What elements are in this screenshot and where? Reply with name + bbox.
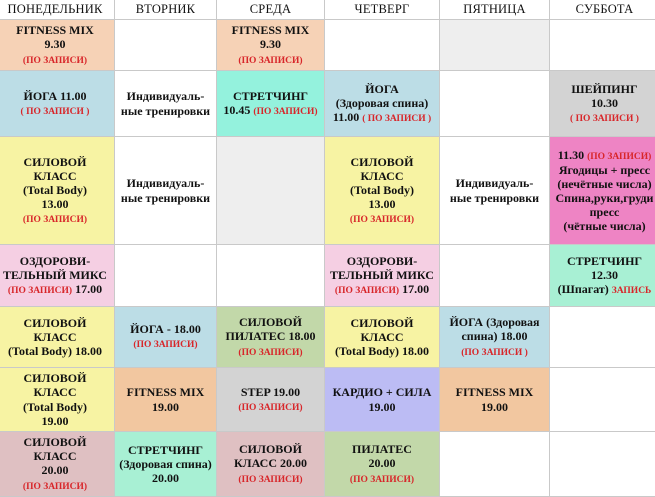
class-text: 19.00 [481,399,508,414]
class-text: КЛАСС [360,329,404,344]
schedule-cell-wednesday-3 [217,137,325,245]
booking-note: (ПО ЗАПИСИ) [238,474,303,485]
schedule-cell-saturday-5 [550,307,655,368]
class-info-line [226,329,316,343]
class-text: КЛАСС [360,168,404,183]
day-header-friday: ПЯТНИЦА [440,0,550,20]
class-info-line [3,268,107,282]
class-info-line [121,104,210,118]
schedule-cell-tuesday-7 [115,432,217,497]
class-info-line [33,449,76,463]
class-info-line [42,197,69,211]
class-text: Индивидуаль- [126,89,205,104]
class-info-line [152,471,179,485]
day-header-monday: ПОНЕДЕЛЬНИК [0,0,115,20]
schedule-cell-friday-6 [440,368,550,432]
class-text: КАРДИО + СИЛА [332,385,432,400]
booking-note: (ПО ЗАПИСИ) [22,215,88,226]
class-text: КЛАСС [33,329,77,344]
class-info-line [238,399,302,414]
class-text: ные тренировки [120,190,211,205]
schedule-cell-thursday-1 [325,20,440,71]
class-text: (Шпагат) [557,282,609,297]
class-info-line [591,96,618,110]
schedule-cell-friday-5 [440,307,550,368]
class-time: 17.00 [402,282,430,297]
class-info-line [24,371,87,385]
class-text: 11.30 [557,147,585,162]
class-text: 13.00 [41,197,69,212]
class-text: FITNESS MIX [455,385,534,400]
class-text: СИЛОВОЙ [350,315,414,330]
schedule-cell-wednesday-7 [217,432,325,497]
class-info-line [350,471,414,486]
class-info-line [590,205,620,219]
class-text: STEP 19.00 [240,384,301,399]
schedule-cell-saturday-1 [550,20,655,71]
day-header-thursday: ЧЕТВЕРГ [325,0,440,20]
schedule-cell-thursday-4 [325,245,440,307]
class-text: 20.00 [41,463,69,478]
schedule-cell-monday-5 [0,307,115,368]
class-info-line [20,254,90,268]
schedule-cell-tuesday-1 [115,20,217,71]
class-info-line [330,268,434,282]
class-info-line [456,385,534,399]
schedule-cell-monday-2 [0,71,115,137]
schedule-cell-monday-6 [0,368,115,432]
class-text: КЛАСС 20.00 [233,456,308,471]
class-info-line [238,52,302,67]
schedule-cell-tuesday-2 [115,71,217,137]
class-text: (Total Body) 18.00 [8,344,102,359]
class-info-line [369,400,396,414]
schedule-cell-saturday-6 [550,368,655,432]
day-header-saturday: СУББОТА [550,0,655,20]
class-info-line [557,177,651,191]
class-info-line [563,219,645,233]
class-text: Спина,руки,груди [555,191,654,206]
class-info-line [352,442,412,456]
class-info-line [127,385,205,399]
booking-note: (ПО ЗАПИСИ) [22,55,88,66]
class-text: ные тренировки [449,190,540,205]
booking-note: (ПО ЗАПИСИ) [22,481,88,492]
class-text: ТЕЛЬНЫЙ МИКС [330,267,434,282]
schedule-cell-saturday-2 [550,71,655,137]
schedule-cell-tuesday-6 [115,368,217,432]
class-info-line [130,322,201,336]
class-info-line [133,336,197,351]
class-info-line [8,282,102,297]
class-text: СИЛОВОЙ [239,442,302,457]
class-info-line [449,315,539,329]
class-info-line [233,89,308,103]
schedule-cell-monday-4 [0,245,115,307]
schedule-cell-wednesday-6 [217,368,325,432]
class-info-line [558,148,652,163]
class-text: 20.00 [368,456,396,471]
class-text: ПИЛАТЕС [352,442,412,457]
class-info-line [33,169,76,183]
class-info-line [570,110,639,125]
class-text: ОЗДОРОВИ- [19,253,91,268]
class-text: FITNESS MIX [126,385,205,400]
schedule-cell-saturday-4 [550,245,655,307]
class-info-line [336,96,429,110]
class-info-line [23,400,87,414]
class-info-line [591,268,618,282]
class-text: (чётные числа) [563,219,646,234]
schedule-cell-monday-3 [0,137,115,245]
schedule-cell-tuesday-4 [115,245,217,307]
class-text: ПИЛАТЕС 18.00 [225,329,316,344]
class-text: FITNESS MIX [231,23,310,38]
class-info-line [571,82,637,96]
class-info-line [16,23,94,37]
class-info-line [351,316,414,330]
class-text: (Total Body) [350,182,414,197]
class-text: FITNESS MIX [16,23,94,38]
class-info-line [369,197,396,211]
booking-note: (ПО ЗАПИСИ) [238,55,303,66]
class-text: 12.30 [591,267,618,282]
class-info-line [260,37,281,51]
class-info-line [24,155,87,169]
class-text: СИЛОВОЙ [23,154,87,169]
class-text: ТЕЛЬНЫЙ МИКС [3,267,107,282]
class-info-line [333,385,432,399]
class-text: (Total Body) 18.00 [335,344,429,359]
schedule-cell-friday-7 [440,432,550,497]
class-info-line [335,282,429,297]
class-info-line [23,478,87,493]
class-text: 10.30 [591,95,618,110]
class-text: ЙОГА - 18.00 [130,322,201,337]
class-text: Индивидуаль- [126,176,205,191]
class-info-line [241,385,300,399]
booking-note: (ПО ЗАПИСИ) [7,286,73,297]
class-info-line [351,155,414,169]
class-text: 13.00 [368,197,396,212]
class-info-line [23,211,87,226]
class-info-line [335,344,429,358]
class-text: 10.45 [223,102,251,117]
class-info-line [333,110,431,125]
class-text: 19.00 [152,399,179,414]
class-text: пресс [589,205,620,220]
class-text: 19.00 [41,413,69,428]
class-text: 9.30 [260,37,281,52]
class-text: (Total Body) [23,182,87,197]
class-info-line [42,414,69,428]
class-text: ные тренировки [120,103,211,118]
class-info-line [559,163,650,177]
class-text: СИЛОВОЙ [23,315,87,330]
class-info-line [127,176,205,190]
class-info-line [350,211,414,226]
class-info-line [461,329,527,343]
class-info-line [33,330,76,344]
class-info-line [24,316,87,330]
class-info-line [128,443,203,457]
booking-note: ( ПО ЗАПИСИ ) [20,106,90,117]
class-time: 17.00 [75,282,103,297]
class-info-line [23,183,87,197]
schedule-cell-monday-1 [0,20,115,71]
class-info-line [127,89,205,103]
class-text: (Total Body) [23,399,87,414]
class-text: ЙОГА [365,81,399,96]
class-info-line [119,457,212,471]
schedule-cell-thursday-2 [325,71,440,137]
class-text: ШЕЙПИНГ [571,81,638,96]
class-info-line [365,82,399,96]
booking-note: (ПО ЗАПИСИ) [238,347,303,358]
class-info-line [360,330,403,344]
class-info-line [24,435,87,449]
class-info-line [223,103,317,118]
class-text: 20.00 [152,471,179,486]
class-info-line [461,344,528,359]
schedule-cell-friday-3 [440,137,550,245]
booking-note: ( ПО ЗАПИСИ ) [362,114,432,125]
class-info-line [558,282,652,297]
schedule-cell-tuesday-5 [115,307,217,368]
class-info-line [239,315,302,329]
class-text: СИЛОВОЙ [23,371,87,386]
schedule-cell-thursday-5 [325,307,440,368]
schedule-cell-thursday-3 [325,137,440,245]
class-info-line [42,463,69,477]
schedule-cell-wednesday-4 [217,245,325,307]
class-info-line [369,456,396,470]
class-text: СИЛОВОЙ [239,315,302,330]
class-text: КЛАСС [33,449,77,464]
class-text: (Здоровая спина) [119,456,212,471]
class-text: КЛАСС [33,385,77,400]
booking-note: ( ПО ЗАПИСИ ) [570,114,639,125]
class-info-line [121,191,210,205]
class-text: 9.30 [44,37,66,52]
schedule-cell-thursday-7 [325,432,440,497]
schedule-cell-saturday-7 [550,432,655,497]
class-info-line [8,344,102,358]
class-info-line [33,385,76,399]
booking-note: (ПО ЗАПИСИ) [133,340,198,351]
booking-note: (ПО ЗАПИСИ) [334,286,400,297]
booking-note: (ПО ЗАПИСИ) [349,215,415,226]
class-info-line [239,442,302,456]
class-info-line [152,400,179,414]
class-info-line [21,103,90,118]
schedule-cell-thursday-6 [325,368,440,432]
day-header-wednesday: СРЕДА [217,0,325,20]
schedule-cell-tuesday-3 [115,137,217,245]
class-info-line [347,254,417,268]
class-info-line [350,183,414,197]
class-info-line [360,169,403,183]
booking-note: (ПО ЗАПИСИ) [349,474,415,485]
class-text: 11.00 [332,110,360,125]
class-text: СТРЕТЧИНГ [566,253,643,268]
class-info-line [450,191,539,205]
class-info-line [238,471,302,486]
schedule-cell-wednesday-5 [217,307,325,368]
booking-note: (ПО ЗАПИСИ) [587,151,652,162]
class-info-line [481,400,508,414]
class-info-line [456,176,534,190]
class-text: Ягодицы + пресс [558,162,651,177]
schedule-cell-saturday-3 [550,137,655,245]
class-info-line [556,191,654,205]
class-info-line [232,23,310,37]
booking-note: (ПО ЗАПИСИ) [253,106,318,117]
schedule-cell-friday-2 [440,71,550,137]
schedule-cell-monday-7 [0,432,115,497]
schedule-cell-wednesday-1 [217,20,325,71]
class-info-line [234,456,307,470]
class-info-line [238,344,302,359]
class-text: (нечётные числа) [557,176,652,191]
booking-note: (ПО ЗАПИСИ ) [461,347,528,358]
class-text: СИЛОВОЙ [350,154,414,169]
class-text: КЛАСС [33,168,77,183]
schedule-cell-wednesday-2 [217,71,325,137]
class-text: СТРЕТЧИНГ [232,88,309,103]
class-info-line [24,89,87,103]
class-text: Индивидуаль- [455,176,534,191]
class-text: СТРЕТЧИНГ [127,442,204,457]
booking-note: (ПО ЗАПИСИ) [238,402,303,413]
class-info-line [45,37,66,51]
schedule-cell-friday-1 [440,20,550,71]
class-text: СИЛОВОЙ [23,435,87,450]
class-text: 19.00 [368,399,396,414]
schedule-cell-friday-4 [440,245,550,307]
day-header-tuesday: ВТОРНИК [115,0,217,20]
class-text: (Здоровая спина) [335,95,429,110]
booking-note: ЗАПИСЬ [611,286,652,297]
class-text: ЙОГА 11.00 [23,88,87,103]
class-info-line [23,52,87,67]
class-text: спина) 18.00 [461,329,528,344]
class-text: ОЗДОРОВИ- [346,253,418,268]
class-text: ЙОГА (Здоровая [449,315,540,330]
class-info-line [567,254,642,268]
